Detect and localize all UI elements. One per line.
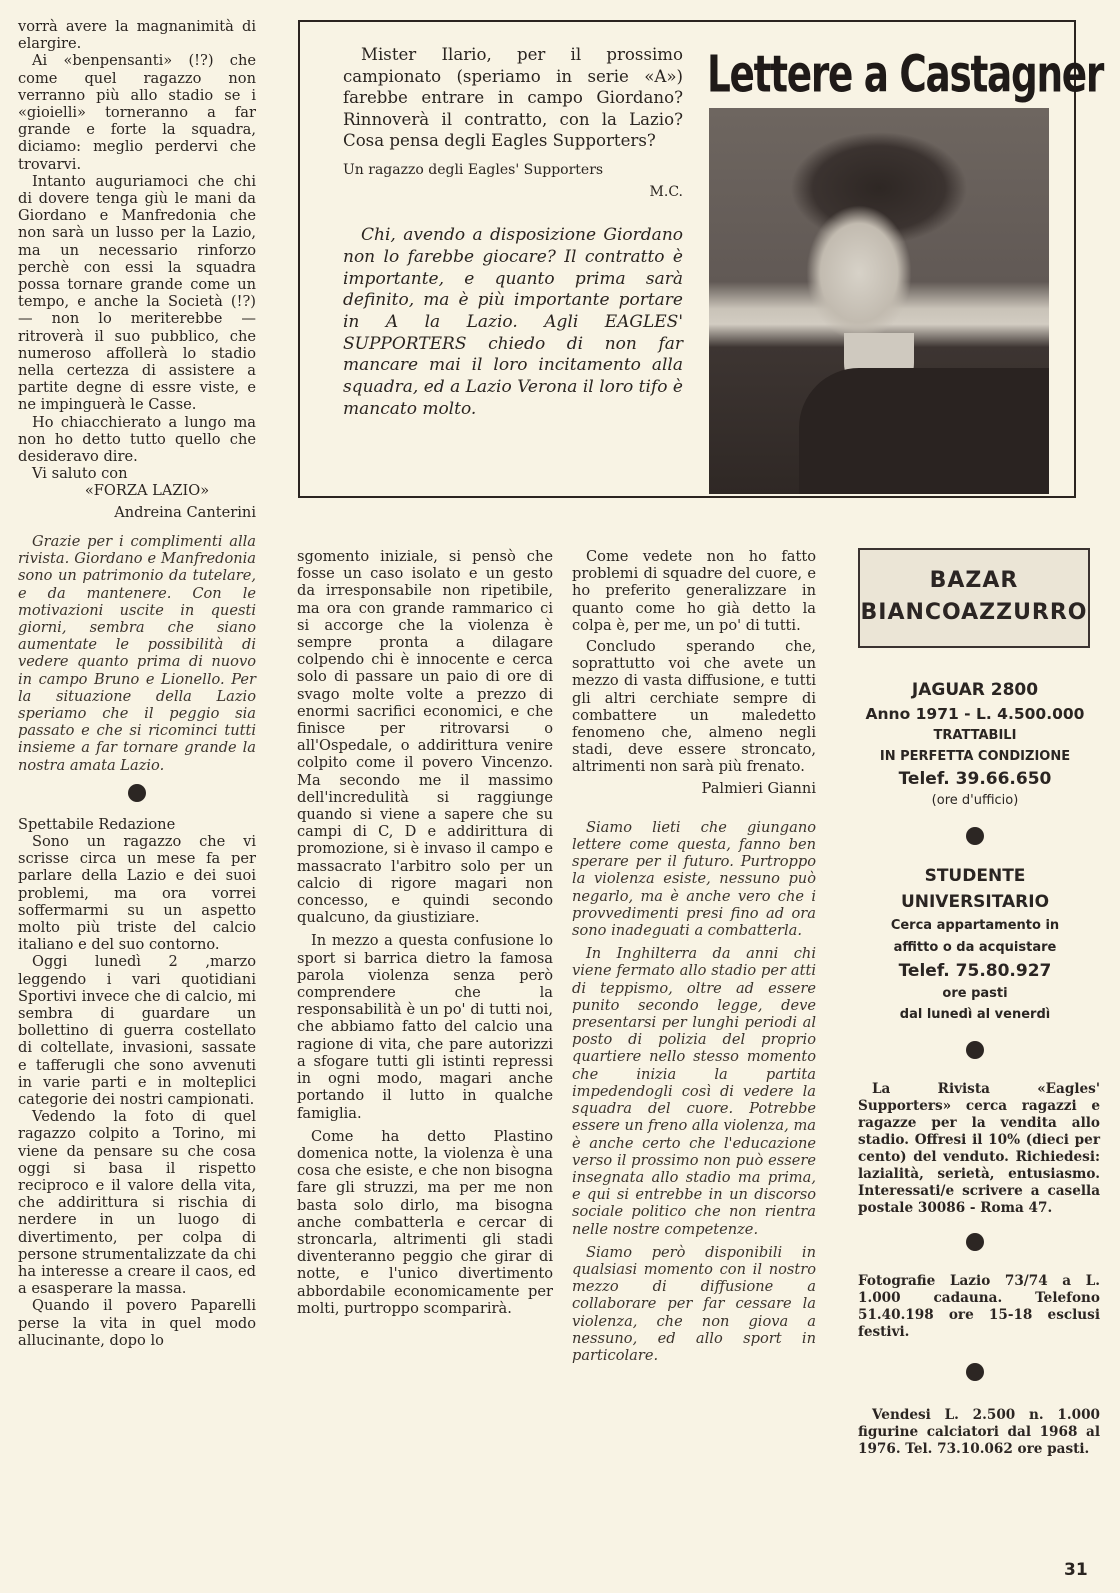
ad-title: STUDENTE	[924, 866, 1026, 886]
classified-ads	[850, 678, 1100, 1458]
editor-reply: Grazie per i complimenti alla rivista. Giordano e Manfredonia sono un patrimonio da tutelare, e da mantenere. Con le motivazioni uscite in questi giorni, sembra che siano aumentate le possibilità di vedere quanto prima di nuovo in campo Bruno e Lionello. Per la situazione della Lazio speriamo che il peggio sia passato e che si ricominci tutti insieme a far tornare grande la nostra amata Lazio.	[18, 532, 256, 774]
editor-reply: Siamo lieti che giungano lettere come questa, fanno ben sperare per il futuro. Purtroppo la violenza esiste, nessuno può negarlo, ma è anche vero che i provvedimenti presi fino ad ora sono inadeguati a combatterla.	[572, 818, 816, 940]
letter-paragraph: Vi saluto con	[32, 465, 128, 483]
bullet-separator-icon	[966, 1233, 984, 1251]
classified-ad-student	[850, 863, 1100, 1025]
column-2	[297, 548, 553, 1317]
ad-note: (ore d'ufficio)	[931, 793, 1019, 808]
letter-signature: Palmieri Gianni	[701, 779, 816, 797]
bazar-title-box	[858, 548, 1090, 648]
ad-line: affitto o da acquistare	[893, 940, 1057, 955]
ad-line: IN PERFETTA CONDIZIONE	[879, 749, 1071, 764]
ad-line: ore pasti	[942, 986, 1008, 1001]
reader-question: Mister Ilario, per il prossimo campionato (speriamo in serie «A») farebbe entrare in campo Giordano? Rinnoverà il contratto, con la Lazio? Cosa pensa degli Eagles Supporters?	[343, 45, 683, 151]
letter-paragraph: Ai «benpensanti» (!?) che come quel ragazzo non verranno più allo stadio se i «gioielli» torneranno a far grande e forte la squadra, diciamo: meglio perdervi che trovarvi.	[18, 52, 256, 173]
classified-ad-fotografie	[850, 1273, 1100, 1341]
letter-closing: «FORZA LAZIO»	[84, 482, 210, 500]
column-3	[572, 548, 816, 1364]
headline: Lettere a Castagner	[707, 45, 1103, 105]
letter-paragraph: Come ha detto Plastino domenica notte, la violenza è una cosa che esiste, e che non bisogna fare gli struzzi, ma per me non basta solo dirlo, ma bisogna anche combatterla e cercar di stroncarla, altrimenti gli stadi diventeranno peggio che girar di notte, e l'unico divertimento abbordabile economicamente per molti, purtroppo scomparirà.	[297, 1127, 553, 1317]
ad-text: Vendesi L. 2.500 n. 1.000 figurine calciatori dal 1968 al 1976. Tel. 73.10.062 ore pasti.	[858, 1407, 1100, 1457]
letter-salutation: Spettabile Redazione	[18, 815, 176, 833]
letter-paragraph: Oggi lunedì 2 ,marzo leggendo i vari quotidiani Sportivi invece che di calcio, mi sembra di guardare un bollettino di guerra costellato di coltellate, invasioni, sassate e tafferugli che sono avvenuti in varie parti e in molteplici categorie dei nostri campionati.	[18, 953, 256, 1108]
editor-reply: Siamo però disponibili in qualsiasi momento con il nostro mezzo di diffusione a collaborare per far cessare la violenza, che non giova a nessuno, ed allo sport in particolare.	[572, 1243, 816, 1364]
ad-phone: Telef. 39.66.650	[898, 769, 1052, 789]
question-signature: Un ragazzo degli Eagles' Supporters	[343, 161, 604, 178]
classified-ad-figurine	[850, 1407, 1100, 1458]
ad-line: dal lunedì al venerdì	[899, 1007, 1051, 1022]
ad-text: La Rivista «Eagles' Supporters» cerca ragazzi e ragazze per la vendita allo stadio. Offresi il 10% (dieci per cento) del venduto. Richiedesi: lazialità, serietà, entusiasmo. Interessati/e scrivere a casella postale 30086 - Roma 47.	[858, 1081, 1100, 1216]
bazar-title-line2: BIANCOAZZURRO	[860, 600, 1088, 625]
ad-line: TRATTABILI	[933, 728, 1017, 743]
castagner-answer: Chi, avendo a disposizione Giordano non lo farebbe giocare? Il contratto è importante, e quanto prima sarà definito, ma è più importante portare in A la Lazio. Agli EAGLES' SUPPORTERS chiedo di non far mancare mai il loro incitamento alla squadra, ed a Lazio Verona il loro tifo è mancato molto.	[343, 225, 683, 419]
question-initials: M.C.	[649, 183, 683, 200]
portrait-photo	[709, 108, 1049, 494]
classified-ad-jaguar	[850, 678, 1100, 811]
feature-text	[343, 44, 683, 420]
ad-title: UNIVERSITARIO	[900, 892, 1050, 912]
bullet-separator-icon	[966, 827, 984, 845]
letter-paragraph: sgomento iniziale, si pensò che fosse un caso isolato e un gesto da irresponsabile non ripetibile, ma ora con grande rammarico ci si accorge che la violenza è sempre pronta a dilagare colpendo chi è innocente e cerca solo di passare un paio di ore di svago molte volte a prezzo di enormi sacrifici economici, e che finisce per ritrovarsi o all'Ospedale, o addirittura venire colpito come il povero Vincenzo. Ma secondo me il massimo dell'incredulità si raggiunge quando si viene a sapere che su campi di C, D e addirittura di promozione, si è invaso il campo e massacrato l'arbitro solo per un calcio di rigore magari non concesso, e quindi secondo qualcuno, da giustiziare.	[297, 548, 553, 927]
letter-paragraph: Intanto auguriamoci che chi di dovere tenga giù le mani da Giordano e Manfredonia che non sarà un lusso per la Lazio, ma un necessario rinforzo perchè con essi la squadra possa tornare grande come un tempo, e anche la Società (!?) — non lo meriterebbe — ritroverà il suo pubblico, che numeroso affollerà lo stadio nella certezza di assistere a partite degne di essre viste, e ne impinguerà le Casse.	[18, 172, 256, 414]
bullet-separator-icon	[966, 1363, 984, 1381]
letter-paragraph: In mezzo a questa confusione lo sport si barrica dietro la famosa parola violenza senza però comprendere che la responsabilità è un po' di tutti noi, che abbiamo fatto del calcio una ragione di vita, che pare autorizzi a sfogare tutti gli istinti repressi in ogni modo, magari anche portando il lutto in qualche famiglia.	[297, 932, 553, 1122]
ad-line: Anno 1971 - L. 4.500.000	[865, 705, 1085, 723]
letter-paragraph: Quando il povero Paparelli perse la vita in quel modo allucinante, dopo lo	[18, 1297, 256, 1349]
photo-shirt-shape	[799, 368, 1049, 494]
letter-signature: Andreina Canterini	[114, 503, 256, 521]
letter-paragraph: Come vedete non ho fatto problemi di squadre del cuore, e ho preferito generalizzare in quanto come ho già detto la colpa è, per me, un po' di tutti.	[572, 548, 816, 634]
ad-text: Fotografie Lazio 73/74 a L. 1.000 cadauna. Telefono 51.40.198 ore 15-18 esclusi festivi.	[858, 1273, 1100, 1340]
ad-phone: Telef. 75.80.927	[898, 961, 1052, 981]
letter-paragraph: Sono un ragazzo che vi scrisse circa un mese fa per parlare della Lazio e dei suoi problemi, ma ora vorrei soffermarmi su un aspetto molto più triste del calcio italiano e del suo contorno.	[18, 832, 256, 954]
bullet-separator-icon	[128, 784, 146, 802]
column-1	[18, 18, 256, 1349]
letter-paragraph: Concludo sperando che, soprattutto voi che avete un mezzo di vasta diffusione, e tutti gli altri cerchiate sempre di combattere un maledetto fenomeno che, almeno negli stadi, deve essere stroncato, altrimenti non sarà più frenato.	[572, 638, 816, 776]
ad-line: Cerca appartamento in	[890, 918, 1060, 933]
bazar-title-line1: BAZAR	[929, 568, 1019, 593]
ad-title: JAGUAR 2800	[911, 680, 1039, 700]
letter-paragraph: Ho chiacchierato a lungo ma non ho detto tutto quello che desideravo dire.	[18, 413, 256, 466]
letter-paragraph: vorrà avere la magnanimità di elargire.	[18, 18, 256, 53]
editor-reply: In Inghilterra da anni chi viene fermato allo stadio per atti di teppismo, oltre ad essere punito secondo legge, deve presentarsi per lunghi periodi al posto di polizia del proprio quartiere nello stesso momento che inizia la partita impedendogli così di vedere la squadra del cuore. Potrebbe essere un freno alla violenza, ma è anche certo che l'educazione verso il prossimo non può essere insegnata allo stadio ma prima, e qui si entrebbe in un discorso sociale politico che non rientra nelle nostre competenze.	[572, 945, 816, 1238]
bullet-separator-icon	[966, 1041, 984, 1059]
letter-paragraph: Vedendo la foto di quel ragazzo colpito a Torino, mi viene da pensare su che cosa oggi si basa il rispetto reciproco e il valore della vita, che addirittura si rischia di nerdere in un luogo di divertimento, per colpa di persone strumentalizzate da chi ha interesse a creare il caos, ed a esasperare la massa.	[18, 1108, 256, 1298]
classified-ad-rivista	[850, 1081, 1100, 1217]
page-number: 31	[1064, 1560, 1088, 1580]
